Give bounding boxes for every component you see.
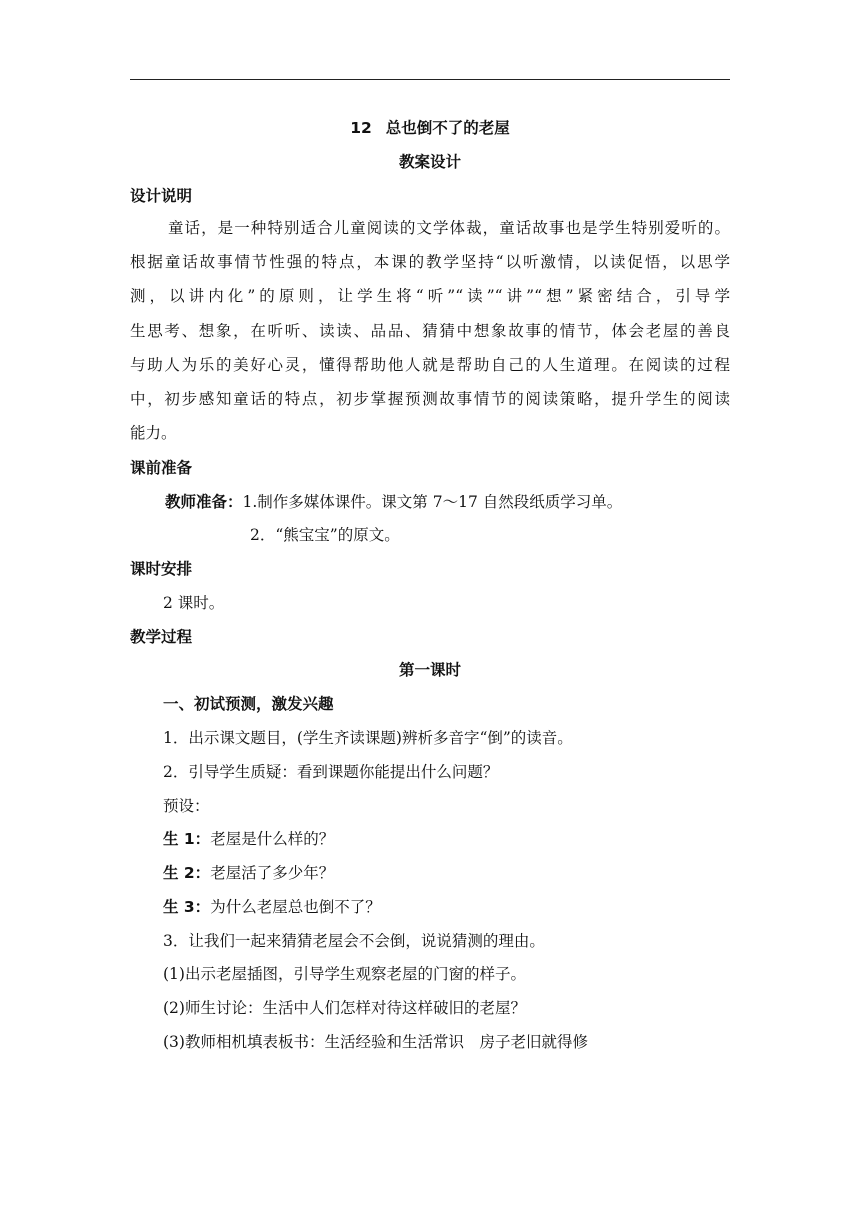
design-line: 测，以讲内化”的原则，让学生将“听”“读”“讲”“想”紧密结合，引导学 [130, 287, 730, 306]
student-2-line [163, 863, 334, 883]
design-paragraph [130, 211, 730, 450]
student-3-label: 生 3： [163, 898, 211, 916]
design-line: 中，初步感知童话的特点，初步掌握预测故事情节的阅读策略，提升学生的阅读 [130, 389, 730, 408]
step-3-sub-2: (2)师生讨论：生活中人们怎样对待这样破旧的老屋？ [163, 999, 526, 1017]
teacher-prep-item-1: 1.制作多媒体课件。课文第 7～17 自然段纸质学习单。 [242, 493, 623, 511]
step-2: 2．引导学生质疑：看到课题你能提出什么问题？ [163, 763, 499, 781]
preset-label: 预设： [163, 797, 210, 815]
design-line: 生思考、想象，在听听、读读、品品、猜猜中想象故事的情节，体会老屋的善良 [130, 321, 730, 340]
teacher-prep-line [165, 492, 622, 512]
lesson-1-heading: 第一课时 [398, 661, 461, 679]
section-schedule-heading: 课时安排 [130, 560, 193, 578]
part-1-heading: 一、初试预测，激发兴趣 [163, 695, 334, 713]
document-title [130, 118, 730, 138]
student-2-label: 生 2： [163, 864, 211, 882]
student-2-text: 老屋活了多少年？ [210, 864, 335, 882]
student-3-line [163, 897, 381, 917]
header-rule [130, 79, 730, 80]
student-1-label: 生 1： [163, 830, 211, 848]
section-design-heading: 设计说明 [130, 187, 193, 205]
section-prep-heading: 课前准备 [130, 459, 193, 477]
design-line: 与助人为乐的美好心灵，懂得帮助他人就是帮助自己的人生道理。在阅读的过程 [130, 355, 730, 374]
student-3-text: 为什么老屋总也倒不了？ [210, 898, 381, 916]
student-1-line [163, 829, 334, 849]
title-number: 12 [350, 119, 372, 137]
step-3-sub-3: (3)教师相机填表板书：生活经验和生活常识 房子老旧就得修 [163, 1033, 588, 1051]
title-text: 总也倒不了的老屋 [385, 119, 510, 137]
schedule-text: 2 课时。 [163, 594, 225, 612]
student-1-text: 老屋是什么样的？ [210, 830, 335, 848]
step-3-sub-1: (1)出示老屋插图，引导学生观察老屋的门窗的样子。 [163, 965, 526, 983]
step-3: 3．让我们一起来猜猜老屋会不会倒，说说猜测的理由。 [163, 932, 545, 950]
design-line: 根据童话故事情节性强的特点，本课的教学坚持“以听激情，以读促悟，以思学 [130, 253, 730, 272]
design-line: 能力。 [130, 424, 177, 443]
step-1: 1．出示课文题目，(学生齐读课题)辨析多音字“倒”的读音。 [163, 729, 573, 747]
document-subtitle: 教案设计 [398, 153, 461, 171]
section-process-heading: 教学过程 [130, 628, 193, 646]
teacher-prep-item-2: 2．“熊宝宝”的原文。 [250, 526, 400, 544]
teacher-prep-label: 教师准备： [165, 493, 243, 511]
design-line: 童话，是一种特别适合儿童阅读的文学体裁，童话故事也是学生特别爱听的。 [168, 219, 730, 237]
